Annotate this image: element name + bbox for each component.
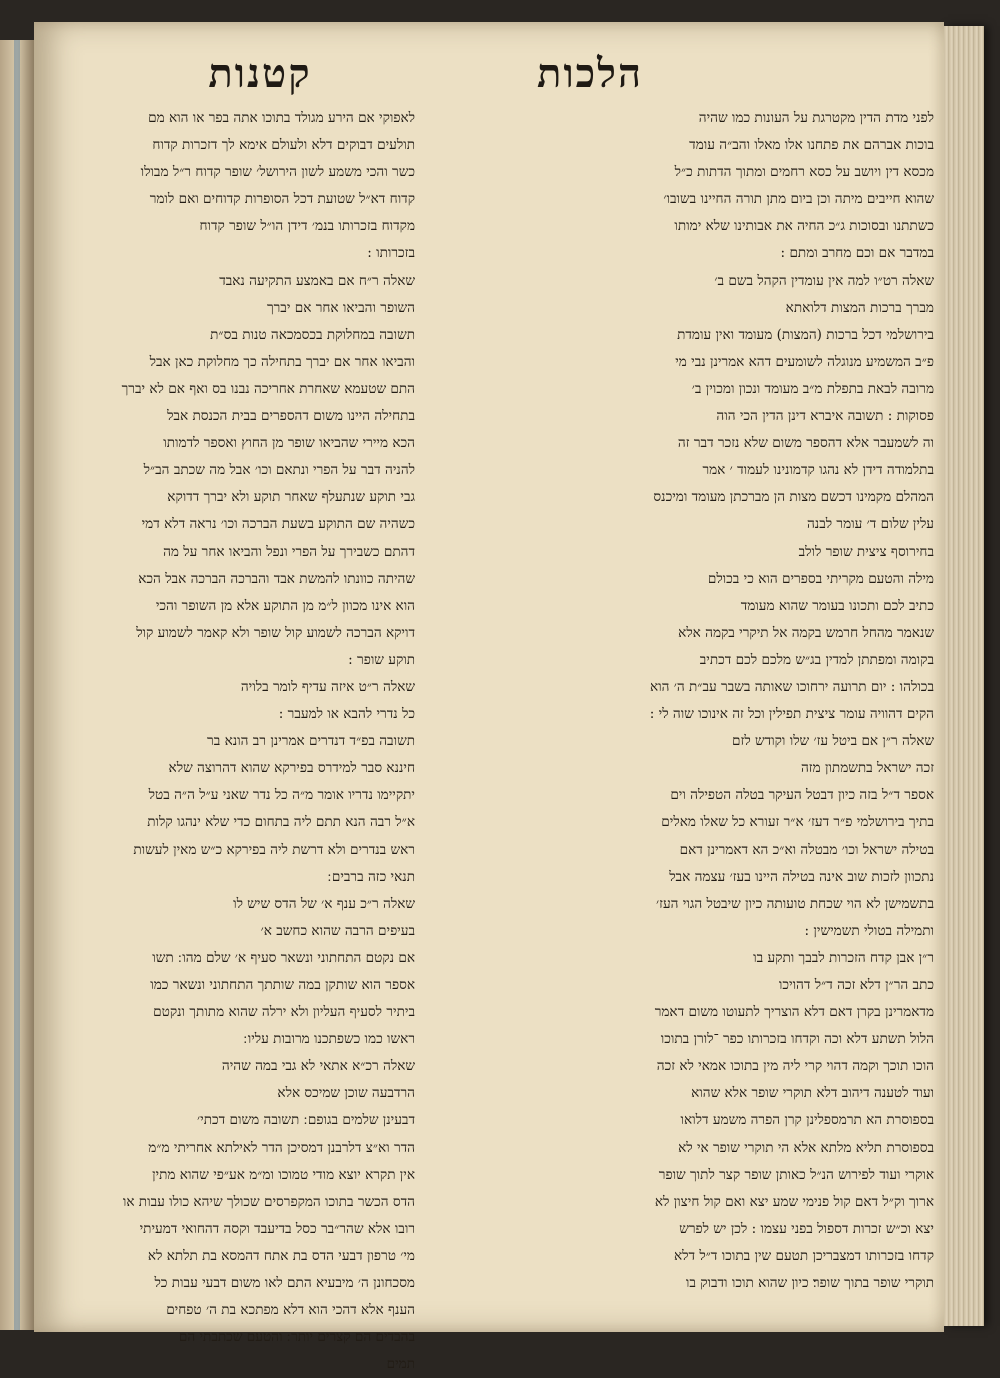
running-head-left: קטנות: [208, 50, 312, 97]
text-line: השופר והביאו אחר אם יברך: [266, 299, 415, 316]
text-line: מדאמרינן בקרן דאם דלא הוצריך לתעוטו משום דאמר: [654, 1004, 934, 1021]
text-line: בעיפים הרבה שהוא כחשב א׳: [260, 922, 415, 939]
text-line: אין תקרא יוצא מודי טמוכו ומ״מ אע״פי שהוא מתין: [152, 1166, 415, 1183]
text-line: דהתם כשבירך על הפרי ונפל והביאו אחר על מה: [163, 543, 415, 560]
text-line: שאלה ר״ט איזה עדיף לומר בלויה: [240, 678, 415, 695]
text-line: בזכרותו :: [367, 245, 415, 262]
text-line: תולעים דבוקים דלא ולעולם אימא לך דזכרות קדוח: [152, 137, 415, 154]
text-line: כל נדרי להבא או למעבר :: [278, 706, 415, 723]
text-line: קדוח דא״ל שטועת דכל הסופרות קדוחים ואם לומר: [149, 191, 415, 208]
text-line: הדר וא״צ דלרבנן דמסיכן הדר לאילתא אחריתי מ״מ: [148, 1139, 415, 1156]
text-line: ארוך וק״ל דאם קול פנימי שמע יצא ואם קול חיצון לא: [654, 1193, 934, 1210]
text-line: פסוקות : תשובה איברא דינן הדין הכי הוה: [716, 408, 934, 425]
text-line: בקומה ומפתתן למדין בג״ש מלכם לכם דכתיב: [699, 651, 934, 668]
text-line: רובו אלא שהר״בר כסל בדיעבד וקסה דהחואי דמעיתי: [139, 1220, 415, 1237]
text-line: הקים דהוויה עומר ציצית תפילין וכל זה אינוכו שוה לי :: [649, 706, 934, 723]
text-line: תמים: [386, 1356, 415, 1373]
text-line: שהיתה כוונתו להמשת אבד והברכה הברכה אבל הכא: [138, 570, 415, 587]
text-line: הוכו תוכך וקמה דהוי קרי ליה מין בתוכו אמאי לא זכה: [656, 1058, 934, 1075]
running-head-right: הלכות: [537, 50, 643, 97]
text-line: מקדוח בזכרותו בנמ׳ דידן הו״ל שופר קדוח: [199, 218, 415, 235]
text-line: יתקיימו נדריו אומר מ״ה כל נדר שאני ע״ל ה״ה בטל: [148, 787, 415, 804]
text-line: בתחילה היינו משום דהספרים בבית הכנסת אבל: [167, 408, 415, 425]
text-line: שאלה ר״כ ענף א׳ של הדס שיש לו: [233, 895, 415, 912]
text-line: ראשו כמו כשפתכנו מרובות עליו ׃: [243, 1031, 415, 1048]
text-line: מכסא דין ויושב על כסא רחמים ומתוך הדתות כ״ל: [674, 164, 934, 181]
text-line: כתב הר״ן דלא זכה ד״ל דהויכו: [778, 977, 934, 993]
text-line: בתיך בירושלמי פ״ר דעז׳ א״ר זעורא כל שאלו מאלים: [661, 814, 934, 831]
text-line: תשובה במחלוקת בכסמכאה טנות בס״ת: [210, 326, 415, 343]
text-line: מרובה לבאת בתפלת מ״ב מעומד ונכון ומכוין ב׳: [691, 380, 934, 397]
right-text-column: [418, 105, 934, 1297]
text-line: א״ל רבה הנא תתם ליה בתחום כדי שלא ינהגו קלות: [147, 814, 415, 831]
text-line: בתשמישן לא הוי שכחת טועותה כיון שיבטל הגוי העז׳: [656, 895, 934, 912]
text-line: אם נקטם התחתוני ונשאר סעיף א׳ שלם מהו ׃ תשו: [152, 949, 415, 966]
text-line: להניה דבר על הפרי ונתאם וכו׳ אבל מה שכתב הב״ל: [143, 462, 415, 479]
text-line: בירושלמי דכל ברכות (המצות) מעומד ואין עומדת: [677, 326, 934, 343]
text-line: כשהיה שם התוקע בשעת הברכה וכו׳ נראה דלא דמי: [141, 516, 415, 533]
text-line: כתיב לכם ותכונו בעומר שהוא מעומד: [740, 597, 934, 614]
text-line: שהוא חייבים מיתה וכן ביום מתן תורה החיינו בשובו׳: [663, 191, 934, 208]
text-line: חיננא סבר למידרס בפירקא שהוא דהרוצה שלא: [168, 760, 415, 777]
text-line: שאלה רט״ו למה אין עומדין הקהל בשם ב׳: [714, 272, 934, 289]
text-line: התם שטעמא שאחרת אחריכה נבנו בס ואף אם לא יברך: [121, 380, 415, 397]
left-text-column: [50, 105, 415, 1378]
text-line: וה לשמעבר אלא דהספר משום שלא נזכר דבר זה: [677, 435, 934, 452]
text-line: מסכחונן ה׳ מיבעיא התם לאו משום דבעי עבות כל: [154, 1275, 415, 1292]
text-line: פ״ב המשמיע מנוגלה לשומעים דהא אמרינן נבי מי: [675, 353, 934, 370]
text-line: בחירוסף ציצית שופר לולב: [798, 543, 934, 560]
text-line: אספר ד״ל בזה כיון דבטל העיקר בטלה הטפילה וים: [670, 787, 934, 804]
text-line: לאפוקי אם הירע מגולד בתוכו אתה בפר או הוא מם: [148, 110, 415, 126]
text-line: גבי תוקע שנתעלף שאחר תוקע ולא יברך דדוקא: [167, 489, 415, 506]
text-line: דויקא הברכה לשמוע קול שופר ולא קאמר לשמוע קול: [136, 624, 415, 641]
text-line: ביתיר לסעיף העליון ולא ירלה שהוא מתותך ונקטם: [153, 1004, 415, 1021]
text-line: דבעינן שלמים בגופם ׃ תשובה משום דכתי׳: [197, 1112, 415, 1129]
text-line: מי׳ טרפון דבעי הדס בת אתח דהמסא בת תלתא לא: [147, 1247, 415, 1264]
text-line: בספוסרת הא תרמספלינן קרן הפרה משמע דלואו: [680, 1112, 934, 1129]
text-line: נתכוון לזכות שוב אינה בטילה היינו בעז׳ עצמה אבל: [669, 868, 934, 885]
text-line: בכולהו : יום תרועה ירחוכו שאותה בשבר עב״ת ה׳ הוא: [649, 678, 934, 695]
text-line: אספר הוא שותקן במה שותתך התחתוני ונשאר כמו: [150, 977, 415, 993]
text-line: מילה והטעם מקריתי בספרים הוא כי בכולם: [707, 570, 934, 587]
text-line: בספוסרת תליא מלתא אלא הי תוקרי שופר אי לא: [678, 1139, 934, 1156]
text-line: בטילה ישראל וכו׳ מבטלה וא״כ הא דאמרינן דאם: [679, 841, 934, 858]
text-line: בהבדים הם קצרים יותר ׃ והטעם שכתבתי הם: [178, 1329, 415, 1346]
text-line: הרדבעה שוכן שמיכס אלא: [277, 1085, 415, 1102]
text-line: תנאי כזה ברבים ׃: [327, 868, 415, 885]
text-line: הענף אלא דהכי הוא דלא מפתכא בת ה׳ טפחים: [166, 1302, 415, 1319]
binding-strip: [14, 40, 20, 1330]
text-line: אוקרי ועוד לפירוש הנ״ל כאותן שופר קצר לתוך שופר: [658, 1166, 934, 1183]
text-line: מברך ברכות המצות דלואתא: [785, 299, 934, 316]
text-line: המהלם מקמינו דכשם מצות הן מברכתן מעומד ומיכנס: [653, 489, 934, 506]
text-line: זכה ישראל בתשמתון מזה: [800, 760, 934, 777]
text-line: ראש בנדרים ולא דרשת ליה בפירקא כ״ש מאין לעשות: [133, 841, 415, 858]
text-line: תשובה בפ״ד דנדרים אמרינן רב הונא בר: [207, 733, 415, 750]
text-line: בתלמודה דידן לא נהגו קדמונינו לעמוד ׳ אמר: [702, 462, 934, 479]
left-page-edge: [0, 40, 34, 1330]
text-line: תוקרי שופר בתוך שופר׃ כיון שהוא תוכו ודבוק בו: [685, 1275, 934, 1292]
text-line: הדס הכשר בתוכו המקפרסים שכולך שיהא כולו עבות או: [122, 1193, 415, 1210]
text-line: קדחו בזכרותו דמצבריכן תטעם שין בתוכו ד״ל דלא: [673, 1247, 934, 1264]
text-line: בוכות אברהם את פתחנו אלו מאלו והב״ה עומד: [689, 137, 934, 154]
text-line: הוא אינו מכוון ל״מ מן התוקע אלא מן השופר והכי: [155, 597, 415, 614]
text-line: הכא מיירי שהביאו שופר מן החוץ ואספר לדמותו: [163, 435, 415, 452]
text-line: לפני מדת הדין מקטרגת על העונות כמו שהיה: [698, 110, 934, 126]
text-line: יצא וכ״ש זכרות דספול בפני עצמו : לכן יש לפרש: [679, 1220, 934, 1237]
text-line: והביאו אחר אם יברך בתחילה כך מחלוקת כאן אבל: [149, 353, 415, 370]
text-line: ותמילה בטולי תשמישין :: [804, 922, 934, 939]
page-edges: [944, 26, 984, 1326]
text-line: כשתתנו ובסוכות ג״כ החיה את אבותינו שלא ימותו: [674, 218, 934, 235]
text-line: שנאמר מהחל חרמש בקמה אל תיקרי בקמה אלא: [678, 624, 934, 641]
text-line: שאלה ר״ח אם באמצע התקיעה נאבד: [219, 272, 415, 289]
text-line: ר״ן אבן קדח הזכרות לבבך ותקע בו: [753, 949, 934, 966]
text-line: כשר והכי משמע לשון הירושל׳ שופר קדוח ר״ל מבולו: [140, 164, 415, 181]
text-line: הלול תשתע דלא וכה וקדחו בזכרותו כפר ־לורן בתוכו: [660, 1031, 934, 1048]
text-line: ועוד לטענה דיהוב דלא תוקרי שופר אלא שהוא: [691, 1085, 934, 1102]
text-line: תוקע שופר :: [348, 651, 415, 668]
text-line: במדבר אם וכם מחרב ומתם :: [780, 245, 934, 262]
text-line: שאלה רכ״א אתאי לא גבי במה שהיה: [221, 1058, 415, 1075]
text-line: עלין שלום ד׳ עומר לבנה: [806, 516, 934, 533]
text-line: שאלה ר״ן אם ביטל עז׳ שלו וקודש לזם: [732, 733, 934, 750]
